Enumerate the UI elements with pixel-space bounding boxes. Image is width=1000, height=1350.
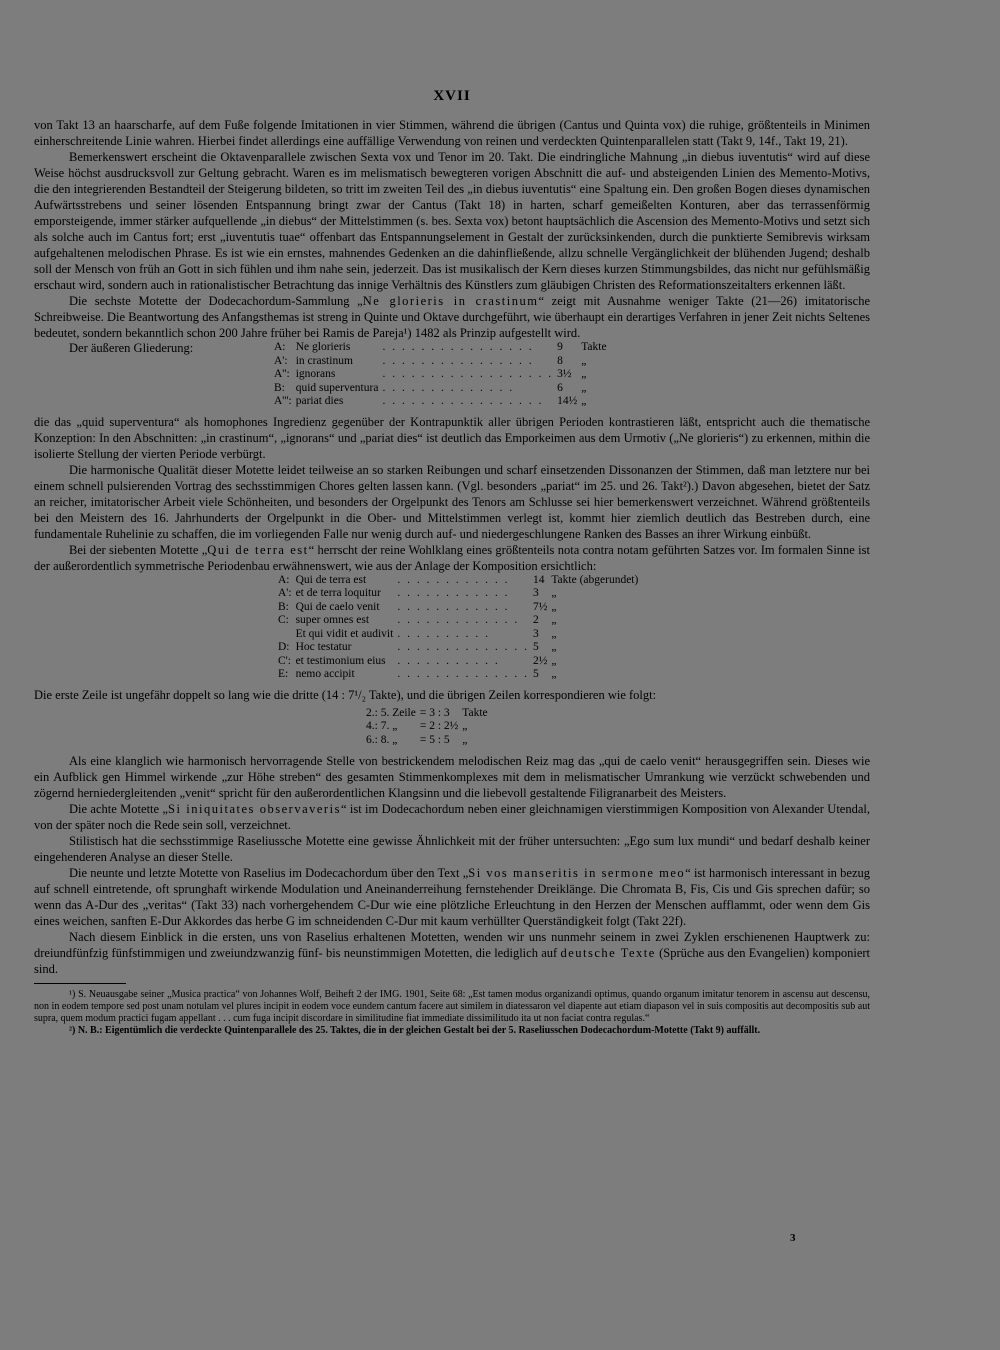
leader-dots: . . . . . . . . . . . . . . [397, 641, 529, 653]
paragraph-3 [34, 293, 870, 341]
section-label: A''': [274, 395, 292, 407]
correspondence-table [366, 707, 492, 748]
paragraph-11-start: Die neunte und letzte Motette von Raselius im Dodecachordum über den Text „ [69, 866, 469, 880]
table-row [366, 720, 492, 734]
section-text: ignorans [295, 368, 336, 380]
leader-dots: . . . . . . . . . . . . . . . . . . [382, 368, 554, 380]
table-row [278, 587, 642, 601]
page-header-roman-numeral: XVII [433, 88, 471, 104]
table-row [278, 614, 642, 628]
line-pair: 2.: 5. Zeile [366, 706, 416, 719]
section-value: 6 [557, 381, 563, 394]
paragraph-11-end: “ ist harmonisch interessant in bezug auf schnell eintretende, oft sprunghaft wirkende Modulation und Aneinanderreihung fernstehender Dreiklänge. Die Chromata B, Fis, Cis und Gis sprechen dafür; so wenn das A-Dur des „veritas“ (Takt 33) nach vorhergehendem C-Dur wie eine plötzliche Erleuchtung in den Herzen der Menschen aufflammt, oder wenn dem Gis eines weichen, sanften E-Dur Akkordes das herbe G im schneidenden C-Dur mit kaum verhüllter Querständigkeit folgt (Takt 22f). [34, 866, 870, 928]
section-label: A: [278, 573, 290, 586]
footnote-divider [34, 983, 126, 984]
paragraph-1: von Takt 13 an haarscharfe, auf dem Fuße folgende Imitationen in vier Stimmen, während die übrigen (Cantus und Quinta vox) die ruhige, größtenteils in Minimen einherschreitende Linie wahren. Hierbei findet allerdings eine auffällige Verwendung von reinen und verdeckten Quintenparallelen statt (Takt 9, 14f., Takt 19, 21). [34, 118, 870, 148]
table-row [278, 628, 642, 642]
ratio: = 2 : 2½ [419, 720, 459, 732]
section-unit: „ [581, 354, 587, 367]
leader-dots: . . . . . . . . . . . . [397, 573, 510, 586]
ratio: = 5 : 5 [419, 733, 450, 746]
section-text: in crastinum [295, 354, 353, 367]
section-value: 14 [532, 573, 545, 586]
paragraph-10: Stilistisch hat die sechsstimmige Raseliussche Motette eine gewisse Ähnlichkeit mit der früher untersuchten: „Ego sum lux mundi“ und bedarf deshalb keiner eingehenderen Analyse an dieser Stelle. [34, 834, 870, 864]
motet-title-si-vos-manseritis: Si vos manseritis in sermone meo [468, 866, 686, 880]
section-value: 3 [532, 587, 539, 599]
section-value: 3½ [557, 368, 572, 380]
table-row [274, 382, 611, 396]
section-label: C: [278, 614, 289, 626]
section-unit: „ [551, 654, 557, 667]
section-label: C': [278, 654, 291, 667]
paragraph-5: Die harmonische Qualität dieser Motette leidet teilweise an so starken Reibungen und scharf einsetzenden Dissonanzen der Stimmen, daß man letztere nur bei einem schnell pulsierenden Vortrag des sechsstimmigen Chores gelten lassen kann. (Vgl. besonders „pariat“ im 25. und 26. Takt²).) Davon abgesehen, bietet der Satz an reicher, imitatorischer Arbeit viele Schönheiten, und besonders der Orgelpunkt des Tenors am Schlusse sei hier bemerkenswert verzeichnet. Während größtenteils bei den Meistern des 16. Jahrhunderts der Orgelpunkt in die Ober- und Mittelstimmen verlegt ist, kommt hier ziemlich deutlich das Bestreben durch, eine fundamentale Ruhelinie zu schaffen, die im vorliegenden Falle nur wenig durch auf- und niedergeschlungene Ranken des Basses an ihrer Wirkung einbüßt. [34, 462, 870, 541]
section-value: 2 [532, 614, 539, 626]
section-unit: „ [551, 627, 557, 640]
leader-dots: . . . . . . . . . . . . . . . . [382, 341, 534, 353]
section-unit: „ [551, 600, 557, 613]
section-text: Hoc testatur [295, 641, 352, 653]
leader-dots: . . . . . . . . . . . . . . [382, 381, 515, 394]
line-pair: 4.: 7. „ [366, 720, 398, 732]
leader-dots: . . . . . . . . . . . . . . [397, 668, 529, 680]
section-text: Et qui vidit et audivit [295, 627, 394, 640]
table-row [274, 355, 611, 369]
paragraph-9-start: Die achte Motette „ [69, 802, 168, 816]
section-label: B: [278, 600, 289, 613]
section-unit: „ [551, 614, 557, 626]
table-row [274, 395, 611, 409]
leader-dots: . . . . . . . . . . . . . [397, 614, 520, 626]
section-unit: „ [581, 395, 587, 407]
emphasis-deutsche-texte: deutsche Texte [560, 946, 656, 960]
section-value: 2½ [532, 654, 548, 667]
paragraph-11 [34, 865, 870, 929]
motet-title-qui-de-terra-est: Qui de terra est [207, 542, 309, 557]
leader-dots: . . . . . . . . . . . [397, 654, 500, 667]
section-label: A': [274, 354, 288, 367]
table-row [278, 601, 642, 615]
table-row [274, 341, 611, 355]
paragraph-12-end: (Sprüche aus den Evangelien) komponiert sind. [34, 946, 871, 976]
paragraph-9 [34, 801, 870, 833]
section-value: 5 [532, 668, 539, 680]
table-row [278, 668, 642, 682]
section-label [278, 628, 296, 642]
unit: Takte [462, 706, 488, 719]
unit: „ [462, 733, 468, 746]
leader-dots: . . . . . . . . . . [397, 627, 490, 640]
section-text: Ne glorieris [295, 341, 351, 353]
section-table [278, 574, 642, 682]
section-unit: „ [581, 368, 587, 380]
section-text: et testimonium eius [295, 654, 386, 667]
table-row [278, 641, 642, 655]
section-label: E: [278, 668, 289, 680]
unit: „ [462, 720, 468, 732]
section-unit: Takte (abgerundet) [551, 573, 639, 586]
leader-dots: . . . . . . . . . . . . [397, 600, 510, 613]
section-label: A': [278, 587, 292, 599]
paragraph-8: Als eine klanglich wie harmonisch hervorragende Stelle von bestrickendem melodischen Reiz mag das „qui de caelo venit“ herausgegriffen sein. Dieses wie ein Aufblick gen Himmel wirkende „zur Höhe streben“ des gesamten Stimmenkomplexes mit dem in melismatischer Umrankung wie verzückt schwebenden und zögernd herniedergleitenden „venit“ spricht für den außerordentlichen Klangsinn und die liebevoll gestaltende Filigranarbeit des Meisters. [34, 754, 870, 800]
paragraph-12 [34, 929, 870, 977]
paragraph-3-start: Die sechste Motette der Dodecachordum-Sammlung „ [69, 294, 363, 308]
paragraph-4: die das „quid superventura“ als homophones Ingredienz gegenüber der Kontrapunktik aller übrigen Perioden kontrastieren läßt, entspricht auch die thematische Konzeption: In den Abschnitten: „in crastinum“, „ignorans“ und „pariat dies“ ist deutlich das Emporkeimen aus dem Urmotiv („Ne glorieris“) zu erkennen, mithin die isolierte Stellung der vierten Periode verbürgt. [34, 414, 870, 461]
paragraph-6 [34, 542, 870, 574]
section-unit: Takte [581, 341, 607, 353]
section-unit: „ [551, 668, 557, 680]
leader-dots: . . . . . . . . . . . . [397, 587, 510, 599]
structure-list-lead: Der äußeren Gliederung: [69, 341, 194, 355]
section-value: 7½ [532, 600, 548, 613]
section-value: 5 [532, 641, 539, 653]
section-label: D: [278, 641, 290, 653]
section-value: 14½ [557, 395, 578, 407]
section-label: A: [274, 341, 286, 353]
paragraph-3-end: “ zeigt mit Ausnahme weniger Takte (21—26) imitatorische Schreibweise. Die Beantwortung des Anfangsthemas ist streng in Quinte und Oktave durchgeführt, wie überhaupt ein derartiges Verfahren in jener Zeit nichts Seltenes bedeutet, sondern bekanntlich schon 200 Jahre früher bei Ramis de Pareja¹) 1482 als Prinzip aufgestellt wird. [34, 294, 871, 340]
section-label: A'': [274, 368, 290, 380]
paragraph-6-start: Bei der siebenten Motette „ [69, 542, 208, 557]
correspondence-list [366, 707, 870, 748]
line-pair: 6.: 8. „ [366, 733, 398, 746]
table-row [366, 707, 492, 721]
section-unit: „ [581, 381, 587, 394]
footnote-2: ²) N. B.: Eigentümlich die verdeckte Quintenparallele des 25. Taktes, die in der gleichen Gestalt bei der 5. Raseliusschen Dodecachordum-Motette (Takt 9) auffällt. [69, 1025, 761, 1036]
section-unit: „ [551, 641, 557, 653]
motet-title-ne-glorieris: Ne glorieris in crastinum [362, 294, 539, 308]
section-text: pariat dies [295, 395, 344, 407]
section-text: quid superventura [295, 381, 379, 394]
ratio: = 3 : 3 [419, 706, 450, 719]
paragraph-6-end: “ herrscht der reine Wohlklang eines größtenteils nota contra notam geführten Satzes vor. Im formalen Sinne ist der außerordentlich symmetrische Periodenbau erwähnenswert, wie aus der Anlage der Komposition ersichtlich: [34, 542, 870, 573]
table-row [366, 734, 492, 748]
table-row [278, 574, 642, 588]
table-row [274, 368, 611, 382]
section-table [274, 341, 611, 409]
paragraph-2: Bemerkenswert erscheint die Oktavenparallele zwischen Sexta vox und Tenor im 20. Takt. Die eindringliche Mahnung „in diebus iuventutis“ wird auf diese Weise höchst ausdrucksvoll zur Geltung gebracht. Waren es im melismatisch bewegteren vorigen Abschnitt die auf- und absteigenden Linien des Memento-Motivs, die den integrierenden Bestandteil der Steigerung bildeten, so tritt im zweiten Teil des „in diebus iuventutis“ eine Spaltung ein. Den großen Bogen dieses dynamischen Aufwärtsstrebens und seiner lösenden Entspannung bringt zwar der Cantus (Takt 18) in harten, scharf gemeißelten Konturen, aber das terrassenförmig emporsteigende, immer stärker aufquellende „in diebus“ der Mittelstimmen (s. bes. Sexta vox) betont hauptsächlich die Ascension des Memento-Motivs und setzt sich als solche auch im Cantus fort; erst „iuventutis tuae“ offenbart das Entspannungselement in Gestalt der zurücksinkenden, durch die punktierte Semibrevis wirksam aufgehaltenen melodischen Phrase. Es ist wie ein ernstes, mahnendes Gedenken an die dahinfließende, allzu schnelle Vergänglichkeit der blühenden Jugend; deshalb soll der Mensch von früh an Gott in sich fühlen und ihm nahe sein, jederzeit. Das ist musikalisch der Kern dieses kurzen Stimmungsbildes, das nicht nur gefühlsmäßig erschaut wird, sondern auch in rationalistischer Betrachtung das innige Verhältnis des Künstlers zum gläubigen Christen des Reformationszeitalters erkennen läßt. [34, 150, 870, 292]
section-text: Qui de caelo venit [295, 600, 380, 613]
section-text: et de terra loquitur [295, 587, 381, 599]
table-row [278, 655, 642, 669]
paragraph-12-start: Nach diesem Einblick in die ersten, uns von Raselius erhaltenen Motetten, wenden wir uns nunmehr seinem in zwei Zyklen erschienenen Hauptwerk zu: dreiundfünfzig fünfstimmigen und zweiundzwanzig fünf- bis neunstimmigen Motetten, die lediglich auf [34, 930, 870, 960]
leader-dots: . . . . . . . . . . . . . . . . . [382, 395, 544, 407]
section-value: 3 [532, 627, 539, 640]
section-label: B: [274, 381, 285, 394]
leader-dots: . . . . . . . . . . . . . . . . [382, 354, 534, 367]
section-value: 8 [557, 354, 563, 367]
section-unit: „ [551, 587, 557, 599]
section-text: Qui de terra est [295, 573, 367, 586]
page-number: 3 [790, 1232, 796, 1244]
section-value: 9 [557, 341, 563, 353]
structure-list-qui-de-terra [278, 574, 870, 682]
footnote-1: ¹) S. Neuausgabe seiner „Musica practica“ von Johannes Wolf, Beiheft 2 der IMG. 1901, Seite 68: „Est tamen modus organizandi optimus, quando organum imitatur tenorem in ascensu aut descensu, non in eodem tempore sed post unam notulam vel plures incipit in eodem voce eundem cantum facere aut similem in diatessaron vel diapente aut etiam diapason vel in suis compositis aut decompositis sub aut supra, quem modum practici fugam appellant . . . cum fuga incipit discordare in similitudine fiat immediate dissimilitudo ita ut non faciat contra regulas.“ [34, 989, 870, 1024]
paragraph-7: Die erste Zeile ist ungefähr doppelt so lang wie die dritte (14 : 7¹/₂ Takte), und die übrigen Zeilen korrespondieren wie folgt: [34, 687, 657, 702]
section-text: super omnes est [295, 614, 370, 626]
paragraph-9-end: “ ist im Dodecachordum neben einer gleichnamigen vierstimmigen Komposition von Alexander Utendal, von der später noch die Rede sein soll, verzeichnet. [34, 802, 871, 832]
structure-list-ne-glorieris [34, 341, 870, 409]
section-text: nemo accipit [295, 668, 355, 680]
motet-title-si-iniquitates: Si iniquitates observaveris [168, 802, 341, 816]
